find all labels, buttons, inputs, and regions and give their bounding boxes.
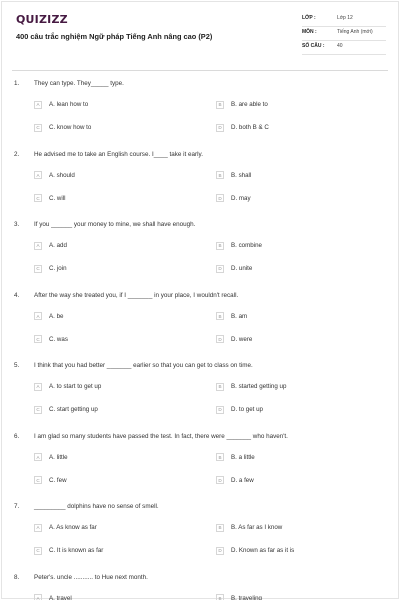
option-text: D. were [231,335,253,343]
question-number: 3. [14,221,20,228]
option-text: A. be [49,312,64,320]
info-label: SỐ CÂU : [302,43,325,49]
option-text: A. As know as far [49,524,97,531]
option-letter-box: B [216,383,224,391]
answer-option-a[interactable] [34,594,72,600]
question-number: 4. [14,291,20,299]
option-text: D. unite [231,265,253,272]
option-letter-box: D [216,124,224,132]
question-text: I think that you had better _______ earlier so that you can get to class on time. [34,362,253,369]
question-text: They can type. They_____ type. [34,80,124,87]
answer-option-b[interactable] [216,594,262,600]
option-letter-box: C [34,547,42,555]
answer-option-b[interactable] [216,523,282,532]
answer-option-b[interactable] [216,382,286,391]
option-text: C. will [49,194,66,202]
answer-option-b[interactable] [216,241,262,250]
option-text: A. travel [49,594,72,600]
option-text: B. traveling [231,594,262,600]
option-text: B. a little [231,453,255,461]
answer-option-d[interactable] [216,405,263,414]
option-letter-box: C [34,124,42,132]
option-letter-box: C [34,406,42,414]
option-text: C. join [49,265,67,272]
option-letter-box: A [34,383,42,391]
option-letter-box: D [216,335,224,343]
option-text: D. a few [231,476,254,484]
answer-option-b[interactable] [216,171,251,180]
info-value: Lớp 12 [337,15,353,21]
option-letter-box: A [34,101,42,109]
answer-option-d[interactable] [216,476,254,485]
option-text: B. As far as I know [231,524,283,531]
question-number: 7. [14,503,20,510]
option-letter-box: A [34,524,42,532]
option-letter-box: D [216,406,224,414]
option-letter-box: A [34,312,42,320]
info-value: 40 [337,43,343,49]
answer-option-a[interactable] [34,453,68,462]
answer-option-a[interactable] [34,523,97,532]
answer-option-c[interactable] [34,405,98,414]
question-text: Peter's. uncle ........... to Hue next month. [34,573,148,581]
option-text: B. combine [231,242,262,249]
option-letter-box: B [216,594,224,600]
option-letter-box: C [34,265,42,273]
option-letter-box: B [216,453,224,461]
question-number: 8. [14,573,20,581]
option-text: A. should [49,171,75,179]
option-letter-box: A [34,171,42,179]
option-text: B. shall [231,171,252,179]
option-text: B. am [231,312,248,320]
answer-option-d[interactable] [216,264,252,273]
answer-option-c[interactable] [34,194,66,203]
option-letter-box: B [216,242,224,250]
option-text: B. are able to [231,101,268,108]
question-text: He advised me to take an English course. I____ take it early. [34,150,203,158]
option-text: C. was [49,335,68,343]
info-row-subject [302,27,386,41]
info-label: LỚP : [302,15,316,21]
answer-option-b[interactable] [216,312,247,321]
answer-option-c[interactable] [34,123,91,132]
option-text: A. to start to get up [49,383,102,390]
answer-option-b[interactable] [216,100,268,109]
question-number: 5. [14,362,20,369]
answer-option-b[interactable] [216,453,255,462]
option-letter-box: C [34,335,42,343]
option-text: A. little [49,453,68,461]
answer-option-d[interactable] [216,335,252,344]
document-title: 400 câu trắc nghiệm Ngữ pháp Tiếng Anh nâng cao (P2) [16,32,213,41]
option-letter-box: A [34,242,42,250]
option-letter-box: C [34,194,42,202]
option-text: C. few [49,476,67,484]
question-text: I am glad so many students have passed the test. In fact, there were _______ who haven't. [34,432,288,440]
document-header [0,0,400,70]
option-text: C. know how to [49,124,92,131]
quizizz-logo: QUIZIZZ [16,13,68,26]
answer-option-c[interactable] [34,335,68,344]
option-letter-box: A [34,453,42,461]
answer-option-a[interactable] [34,171,75,180]
info-value: Tiếng Anh (mới) [337,29,373,35]
answer-option-c[interactable] [34,264,67,273]
option-letter-box: C [34,476,42,484]
option-letter-box: B [216,312,224,320]
option-text: D. Known as far as it is [231,547,295,554]
question-text: If you ______ your money to mine, we shall have enough. [34,221,196,228]
answer-option-d[interactable] [216,123,269,132]
answer-option-a[interactable] [34,241,67,250]
question-text: After the way she treated you, if I _______ in your place, I wouldn't recall. [34,291,239,299]
question-number: 2. [14,150,20,158]
option-text: C. start getting up [49,406,98,413]
answer-option-d[interactable] [216,546,294,555]
question-text: _________ dolphins have no sense of smell. [34,503,159,510]
option-text: D. both B & C [231,124,269,131]
option-letter-box: B [216,101,224,109]
option-text: A. lean how to [49,101,89,108]
option-letter-box: A [34,594,42,600]
question-number: 1. [14,80,20,87]
option-letter-box: B [216,524,224,532]
answer-option-c[interactable] [34,546,103,555]
question-number: 6. [14,432,20,440]
answer-option-d[interactable] [216,194,251,203]
info-row-class [302,13,386,27]
info-row-count [302,41,386,55]
option-letter-box: B [216,171,224,179]
option-text: A. add [49,242,67,249]
option-letter-box: D [216,476,224,484]
answer-option-a[interactable] [34,100,88,109]
option-text: D. may [231,194,251,202]
option-text: C. It is known as far [49,547,104,554]
answer-option-c[interactable] [34,476,67,485]
info-label: MÔN : [302,29,317,35]
header-divider [12,70,388,71]
option-letter-box: D [216,265,224,273]
info-box [302,13,386,55]
option-text: D. to get up [231,406,263,413]
option-letter-box: D [216,194,224,202]
answer-option-a[interactable] [34,312,63,321]
option-letter-box: D [216,547,224,555]
option-text: B. started getting up [231,383,287,390]
answer-option-a[interactable] [34,382,101,391]
